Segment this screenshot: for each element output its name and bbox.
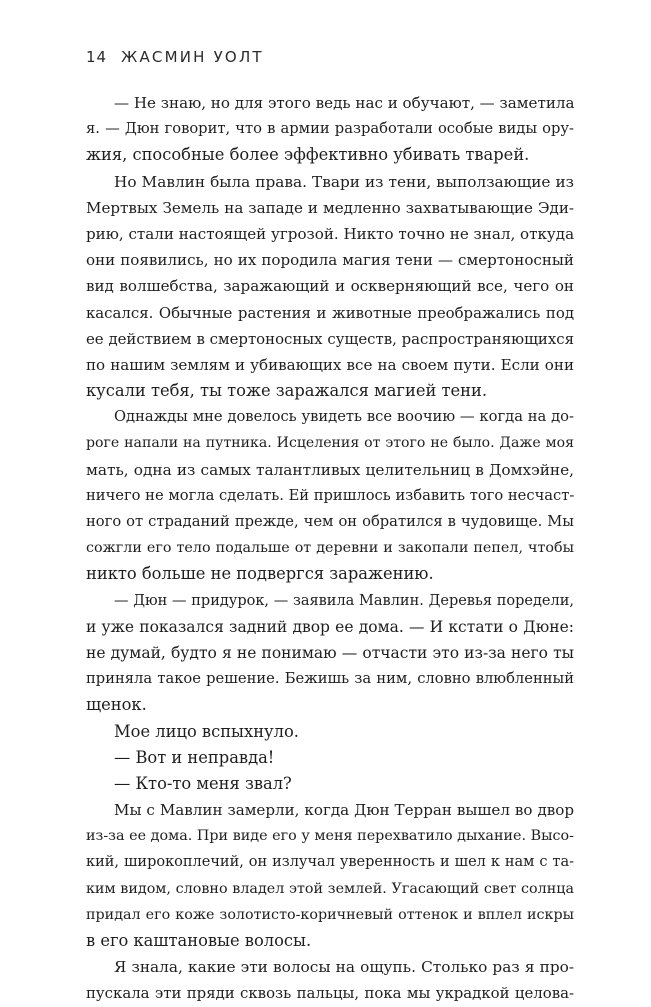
text-line: в его каштановые волосы. [86,931,312,950]
text-line: сожгли его тело подальше от деревни и закопали пепел, чтобы [86,540,574,557]
text-line: — Вот и неправда! [114,747,275,767]
text-line: роге напали на путника. Исцеления от этого не было. Даже моя [86,435,574,452]
text-line: ничего не могла сделать. Ей пришлось избавить того несчаст- [86,486,575,504]
text-line: вид волшебства, заражающий и оскверняющий все, чего он [86,277,574,296]
body-text [86,90,574,1007]
text-line: по нашим землям и убивающих все на своем пути. Если они [86,355,574,374]
text-line: рию, стали настоящей угрозой. Никто точно не знал, откуда [86,224,575,243]
text-line: Мое лицо вспыхнуло. [114,721,299,741]
text-line: пускала эти пряди сквозь пальцы, пока мы украдкой целова- [86,984,574,1003]
text-line: Я знала, какие эти волосы на ощупь. Столько раз я про- [114,958,574,977]
text-line: никто больше не подвергся заражению. [86,564,434,584]
text-line: я. — Дюн говорит, что в армии разработали особые виды ору- [86,120,574,138]
text-line: не думай, будто я не понимаю — отчасти это из-за него ты [86,643,574,662]
text-line: кусали тебя, ты тоже заражался магией тени. [86,381,487,401]
text-line: мать, одна из самых талантливых целительниц в Домхэйне, [86,460,574,479]
text-line: — Дюн — придурок, — заявила Мавлин. Деревья поредели, [114,592,574,609]
text-line: — Не знаю, но для этого ведь нас и обучают, — заметила [114,94,575,112]
page-number: 14 [86,48,108,66]
text-line: они появились, но их породила магия тени — смертоносный [86,251,574,270]
text-line: ного от страданий прежде, чем он обратился в чудовище. Мы [86,513,574,530]
text-line: приняла такое решение. Бежишь за ним, словно влюбленный [86,670,574,688]
running-head [86,48,264,66]
text-line: — Кто-то меня звал? [114,773,292,793]
text-line: ким видом, словно владел этой землей. Угасающий свет солнца [86,880,574,897]
text-line: из-за ее дома. При виде его у меня перехватило дыхание. Высо- [86,828,574,845]
text-line: Но Мавлин была права. Твари из тени, выползающие из [114,172,574,191]
text-line: Мертвых Земель на западе и медленно захватывающие Эди- [86,198,574,217]
text-line: щенок. [86,695,147,715]
author-name: ЖАСМИН УОЛТ [121,48,264,66]
text-line: ее действием в смертоносных существ, распространяющихся [86,329,574,348]
text-line: кий, широкоплечий, он излучал уверенность и шел к нам с та- [86,854,574,871]
text-line: Однажды мне довелось увидеть все воочию — когда на до- [114,408,574,426]
text-line: касался. Обычные растения и животные преображались под [86,303,574,322]
text-line: придал его коже золотисто-коричневый оттенок и вплел искры [86,906,574,923]
text-line: Мы с Мавлин замерли, когда Дюн Терран вышел во двор [114,801,574,820]
text-line: жия, способные более эффективно убивать тварей. [86,145,530,165]
text-line: и уже показался задний двор ее дома. — И кстати о Дюне: [86,617,574,636]
